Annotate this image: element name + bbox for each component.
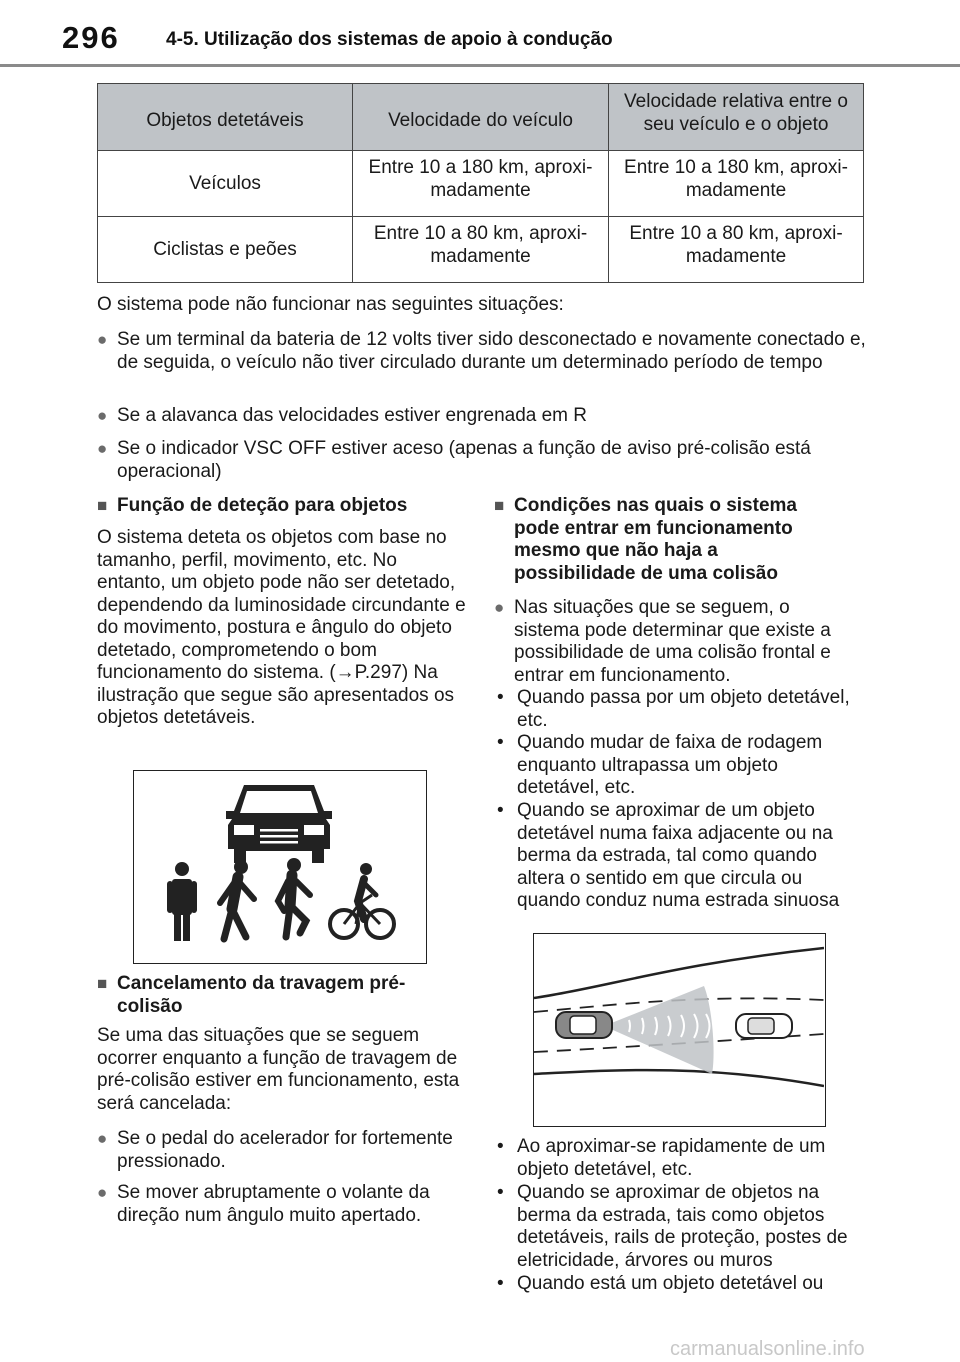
table-cell: Entre 10 a 180 km, aproxi-madamente (609, 151, 864, 217)
dash-icon: • (497, 1273, 504, 1294)
square-icon: ■ (97, 496, 108, 515)
table-header-cell: Velocidade do veículo (353, 84, 609, 151)
dash-icon: • (497, 687, 504, 708)
pedestrian-running-icon (278, 858, 310, 937)
bullet-icon: ● (97, 1129, 108, 1148)
table-cell: Entre 10 a 80 km, aproxi-madamente (609, 217, 864, 283)
table-cell: Veículos (98, 151, 353, 217)
page-number: 296 (62, 20, 120, 55)
list-item-text: Nas situações que se seguem, o sistema pode determinar que existe a possibilidade de uma colisão frontal e entrar em funcionamento. (514, 597, 831, 686)
detectable-objects-illustration (133, 770, 427, 964)
dash-icon: • (497, 800, 504, 821)
table-cell: Ciclistas e peões (98, 217, 353, 283)
table-row (98, 217, 864, 283)
bullet-icon: ● (97, 1183, 108, 1202)
detect-text: O sistema deteta os objetos com base no tamanho, perfil, movimento, etc. No entanto, um objeto pode não ser detetado, dependendo da luminosidade circundante e do movimento, postura e ângulo do objeto detetado, comprometendo o bom funcionamento do sistema. (→P.297) Na ilustração que segue são apresentados os objetos detetáveis. (97, 527, 466, 728)
dash-icon: • (497, 1136, 504, 1157)
list-item-text: Se um terminal da bateria de 12 volts tiver sido desconectado e novamente conectado e, de seguida, o veículo não tiver circulado durante um determinado período de tempo (117, 329, 866, 373)
header-divider (0, 64, 960, 67)
dash-icon: • (497, 732, 504, 753)
cancel-text: Se uma das situações que se seguem ocorrer enquanto a função de travagem de pré-colisão estiver em funcionamento, esta será cancelada: (97, 1025, 460, 1114)
detected-car-icon (736, 1014, 792, 1038)
watermark: carmanualsonline.info (670, 1338, 865, 1360)
bullet-icon: ● (97, 406, 108, 425)
table-header-cell: Objetos detetáveis (98, 84, 353, 151)
square-icon: ■ (97, 974, 108, 993)
detection-speed-table (97, 83, 864, 283)
bullet-icon: ● (494, 598, 505, 617)
page-header (0, 0, 960, 62)
curved-road-svg (534, 934, 824, 1125)
detectable-objects-svg (134, 771, 425, 962)
dash-icon: • (497, 1182, 504, 1203)
pedestrian-standing-icon (167, 862, 197, 941)
list-item-text: Se o indicador VSC OFF estiver aceso (apenas a função de aviso pré-colisão está operacional) (117, 438, 811, 482)
table-cell: Entre 10 a 80 km, aproxi-madamente (353, 217, 609, 283)
bullet-icon: ● (97, 330, 108, 349)
bullet-icon: ● (97, 439, 108, 458)
table-row (98, 151, 864, 217)
table-header-row (98, 84, 864, 151)
table-header-cell: Velocidade relativa entre o seu veículo e o objeto (609, 84, 864, 151)
list-item-text: Se mover abruptamente o volante da direção num ângulo muito apertado. (117, 1182, 430, 1226)
list-item-text: Se o pedal do acelerador for fortemente pressionado. (117, 1128, 453, 1172)
section-title: 4-5. Utilização dos sistemas de apoio à condução (166, 29, 613, 50)
curved-road-illustration (533, 933, 826, 1127)
pedestrian-walking-icon (220, 860, 254, 939)
table-cell: Entre 10 a 180 km, aproxi-madamente (353, 151, 609, 217)
square-icon: ■ (494, 496, 505, 515)
own-car-icon (556, 1012, 612, 1038)
intro-text: O sistema pode não funcionar nas seguintes situações: (97, 294, 564, 315)
list-item-text: Se a alavanca das velocidades estiver engrenada em R (117, 405, 588, 426)
cyclist-icon (330, 863, 394, 938)
car-icon (226, 785, 332, 863)
